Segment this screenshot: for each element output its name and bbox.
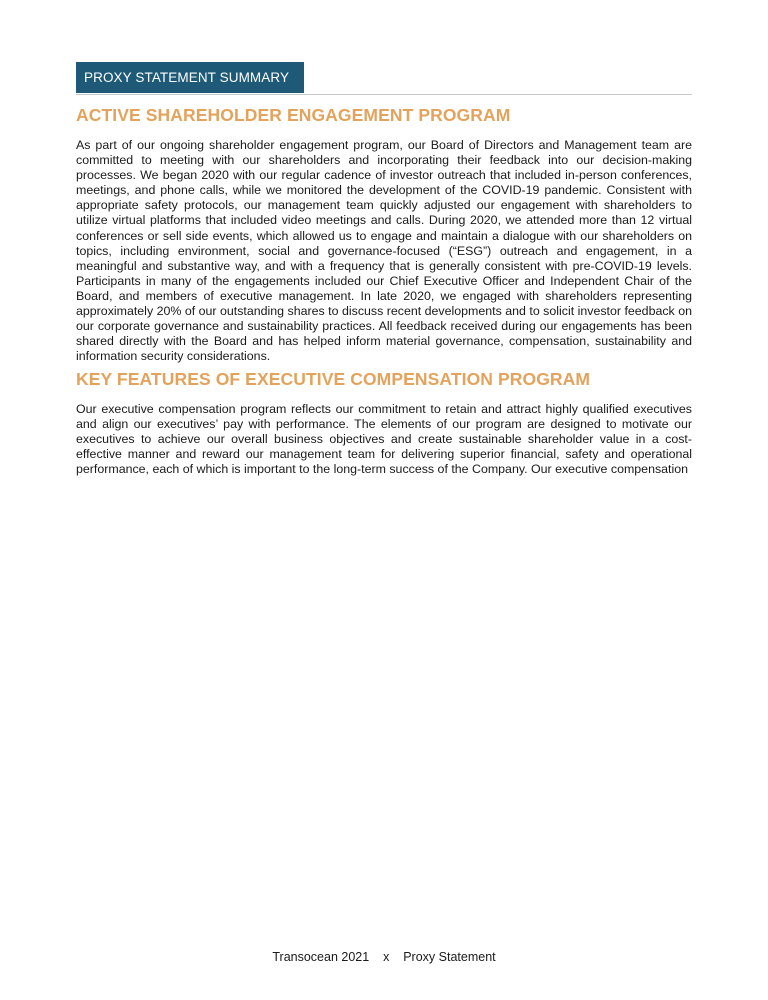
compensation-paragraph: Our executive compensation program reflects our commitment to retain and attract highly qualified executives and align our executives’ pay with performance. The elements of our program are designed to motivate our executives to achieve our overall business objectives and create sustainable shareholder value in a cost-effective manner and reward our management team for delivering superior financial, safety and operational performance, each of which is important to the long-term success of the Company. Our executive compensation (76, 402, 692, 477)
engagement-paragraph: As part of our ongoing shareholder engagement program, our Board of Directors and Management team are committed to meeting with our shareholders and incorporating their feedback into our decision-making processes. We began 2020 with our regular cadence of investor outreach that included in-person conferences, meetings, and phone calls, while we monitored the development of the COVID-19 pandemic. Consistent with appropriate safety protocols, our management team quickly adjusted our engagement with shareholders to utilize virtual platforms that included video meetings and calls. During 2020, we attended more than 12 virtual conferences or sell side events, which allowed us to engage and maintain a dialogue with our shareholders on topics, including environment, social and governance-focused (“ESG”) outreach and engagement, in a meaningful and substantive way, and with a frequency that is generally consistent with pre-COVID-19 levels. Participants in many of the engagements included our Chief Executive Officer and Independent Chair of the Board, and members of executive management. In late 2020, we engaged with shareholders representing approximately 20% of our outstanding shares to discuss recent developments and to solicit investor feedback on our corporate governance and sustainability practices. All feedback received during our engagements has been shared directly with the Board and has helped inform material governance, compensation, sustainability and information security considerations. (76, 138, 692, 364)
page-footer: Transocean 2021 x Proxy Statement (272, 950, 496, 964)
compensation-heading: KEY FEATURES OF EXECUTIVE COMPENSATION PROGRAM (76, 369, 591, 389)
section-header-band (76, 62, 692, 95)
section-label: PROXY STATEMENT SUMMARY (76, 62, 304, 93)
engagement-heading: ACTIVE SHAREHOLDER ENGAGEMENT PROGRAM (76, 105, 511, 125)
